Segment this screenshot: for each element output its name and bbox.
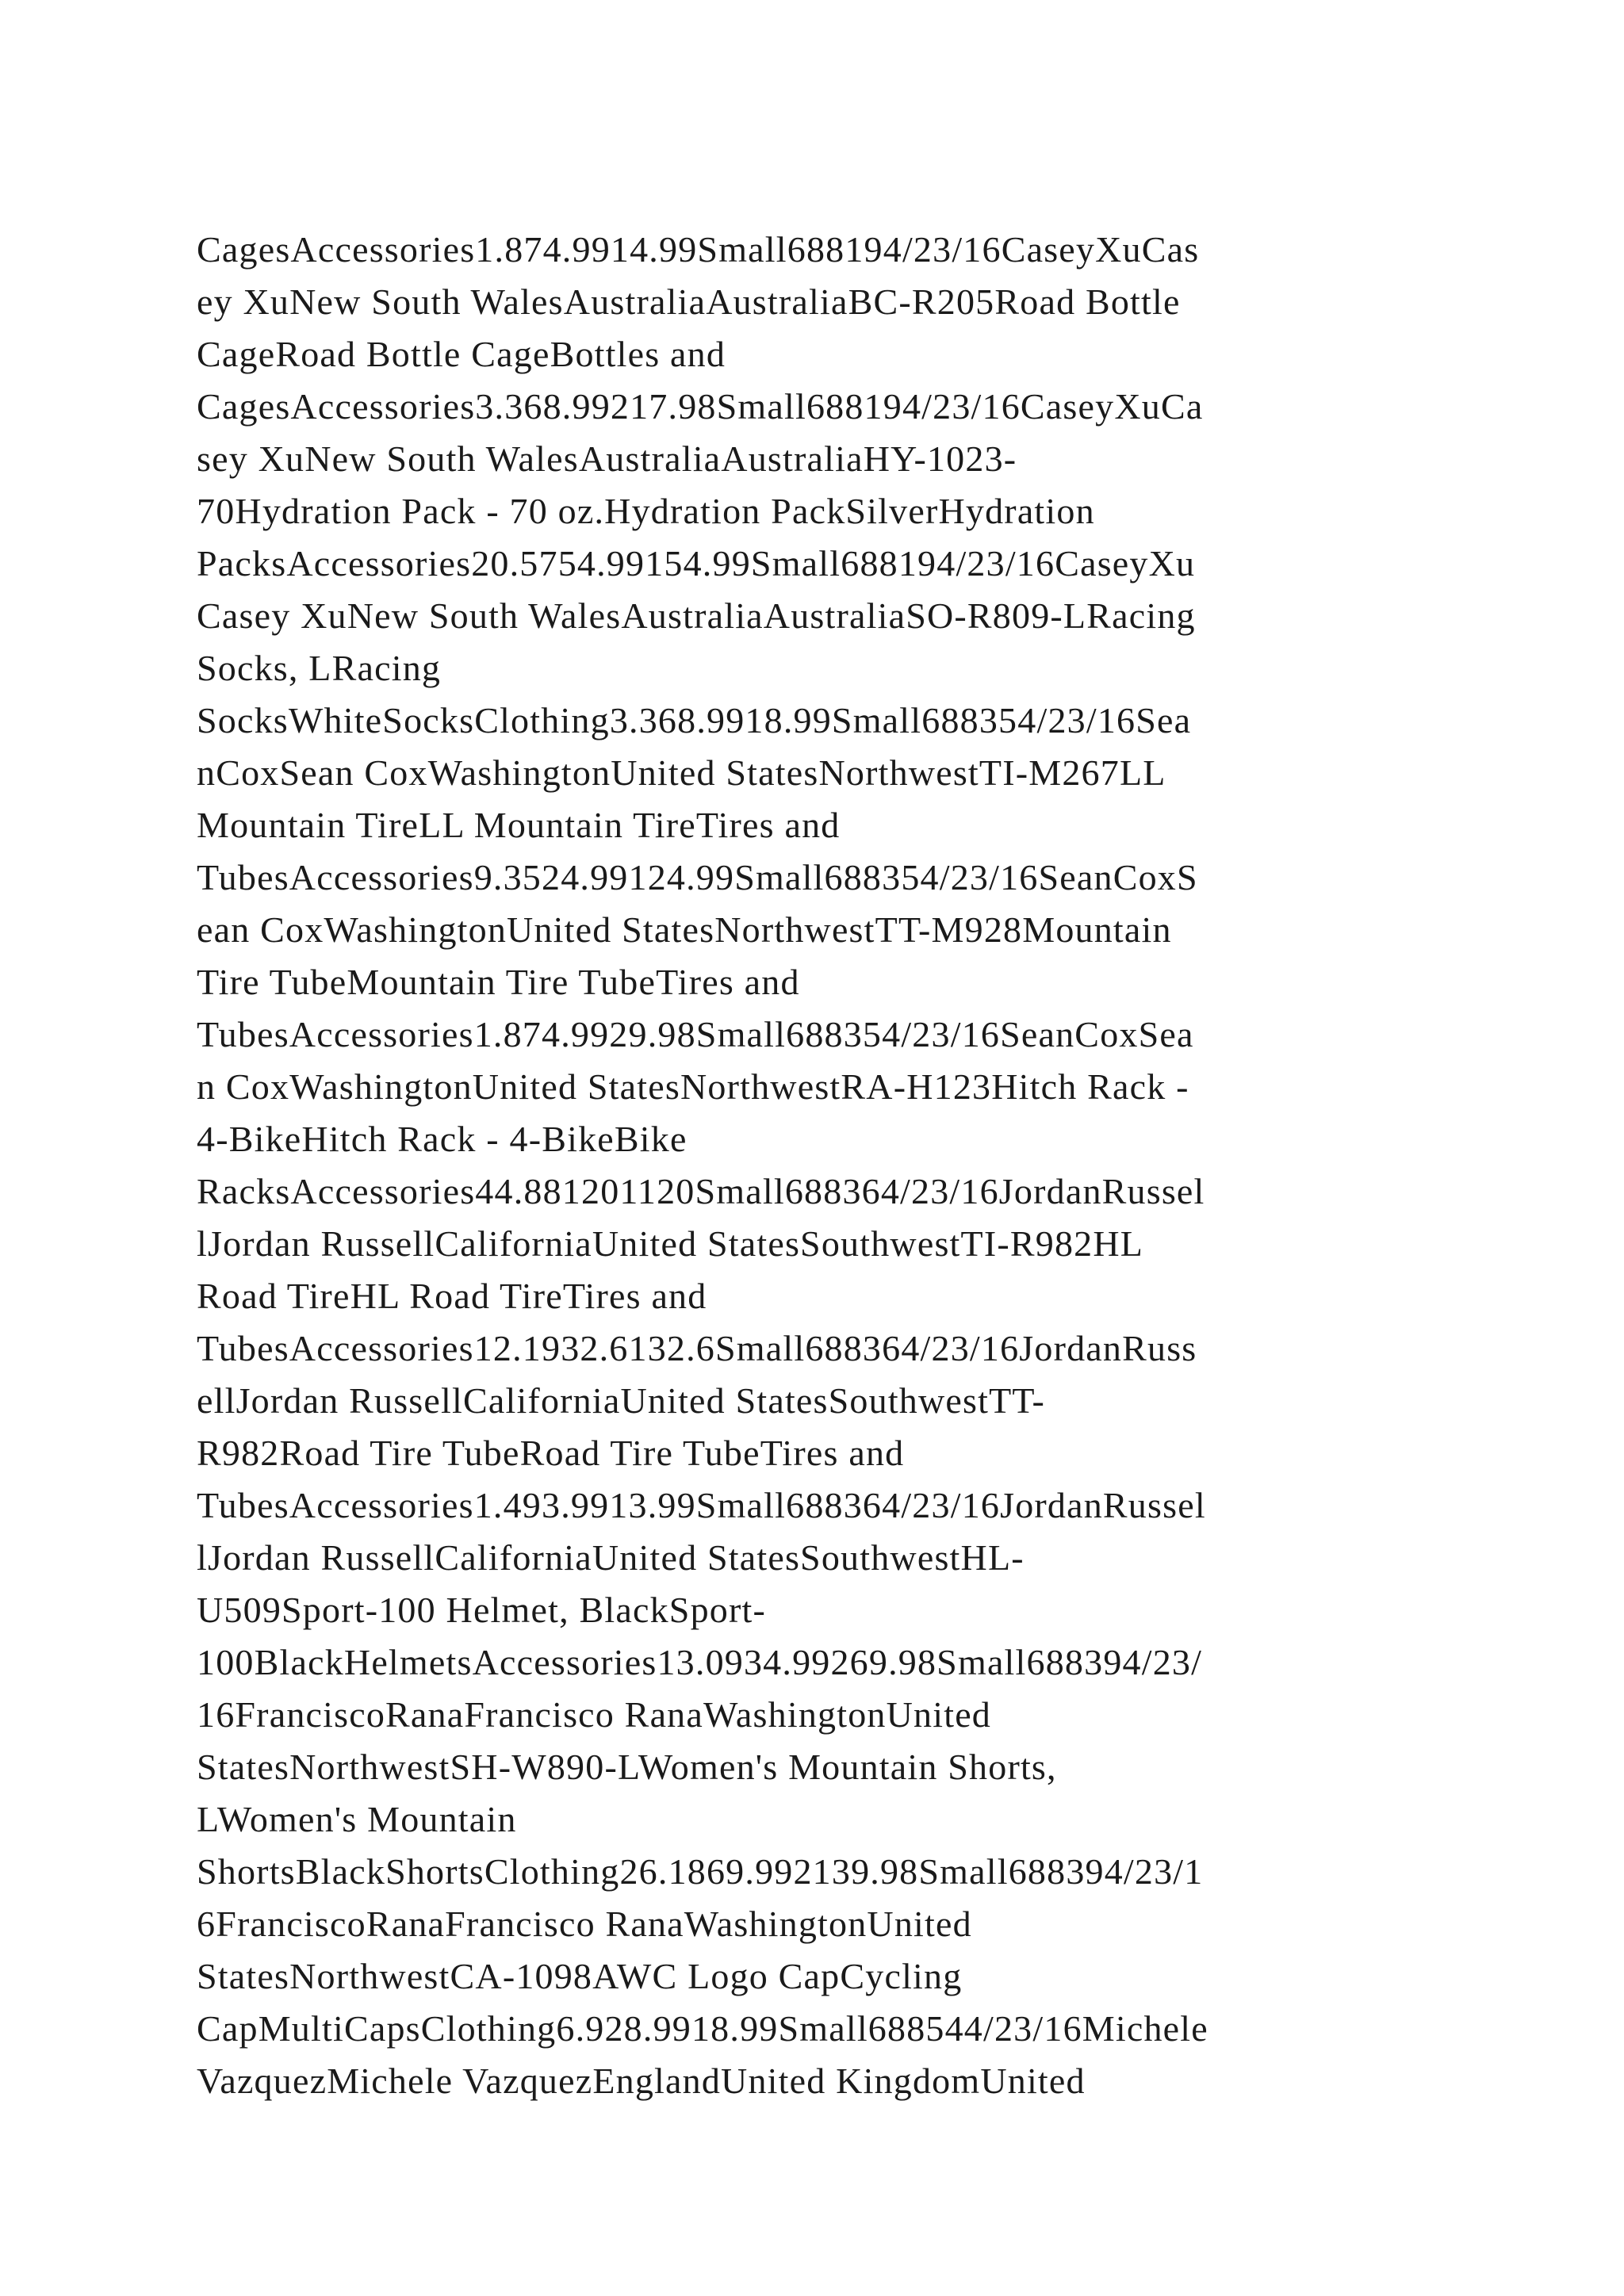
text-line: CagesAccessories3.368.99217.98Small688194/23/16CaseyXuCa <box>197 386 1204 427</box>
text-line: TubesAccessories1.493.9913.99Small688364/23/16JordanRussel <box>197 1485 1206 1525</box>
text-line: CagesAccessories1.874.9914.99Small688194/23/16CaseyXuCas <box>197 229 1200 270</box>
text-line: 16FranciscoRanaFrancisco RanaWashingtonUnited <box>197 1694 992 1735</box>
text-line: lJordan RussellCaliforniaUnited StatesSouthwestTI-R982HL <box>197 1223 1144 1264</box>
text-line: 70Hydration Pack - 70 oz.Hydration PackSilverHydration <box>197 491 1095 531</box>
text-line: Tire TubeMountain Tire TubeTires and <box>197 962 800 1002</box>
text-line: ellJordan RussellCaliforniaUnited StatesSouthwestTT- <box>197 1380 1046 1421</box>
text-line: nCoxSean CoxWashingtonUnited StatesNorthwestTI-M267LL <box>197 752 1166 793</box>
text-line: n CoxWashingtonUnited StatesNorthwestRA-H123Hitch Rack - <box>197 1066 1189 1107</box>
text-line: TubesAccessories12.1932.6132.6Small688364/23/16JordanRuss <box>197 1328 1197 1368</box>
text-line: ean CoxWashingtonUnited StatesNorthwestTT-M928Mountain <box>197 909 1172 950</box>
text-line: 4-BikeHitch Rack - 4-BikeBike <box>197 1119 688 1159</box>
text-line: StatesNorthwestCA-1098AWC Logo CapCycling <box>197 1956 963 1996</box>
text-line: ShortsBlackShortsClothing26.1869.992139.98Small688394/23/1 <box>197 1851 1204 1892</box>
text-line: RacksAccessories44.881201120Small688364/23/16JordanRussel <box>197 1171 1205 1211</box>
text-line: SocksWhiteSocksClothing3.368.9918.99Small688354/23/16Sea <box>197 700 1192 740</box>
text-line: sey XuNew South WalesAustraliaAustraliaHY-1023- <box>197 438 1017 479</box>
text-line: VazquezMichele VazquezEnglandUnited KingdomUnited <box>197 2061 1086 2101</box>
text-line: R982Road Tire TubeRoad Tire TubeTires and <box>197 1433 905 1473</box>
text-line: 6FranciscoRanaFrancisco RanaWashingtonUnited <box>197 1904 972 1944</box>
text-line: LWomen's Mountain <box>197 1799 517 1839</box>
text-line: TubesAccessories9.3524.99124.99Small688354/23/16SeanCoxS <box>197 857 1198 897</box>
text-line: CageRoad Bottle CageBottles and <box>197 334 726 374</box>
text-line: TubesAccessories1.874.9929.98Small688354/23/16SeanCoxSea <box>197 1014 1194 1054</box>
text-line: CapMultiCapsClothing6.928.9918.99Small688544/23/16Michele <box>197 2008 1208 2049</box>
text-line: Socks, LRacing <box>197 648 442 688</box>
text-line: ey XuNew South WalesAustraliaAustraliaBC-R205Road Bottle <box>197 281 1181 322</box>
text-line: Road TireHL Road TireTires and <box>197 1276 707 1316</box>
text-line: Casey XuNew South WalesAustraliaAustraliaSO-R809-LRacing <box>197 595 1196 636</box>
text-line: U509Sport-100 Helmet, BlackSport- <box>197 1590 767 1630</box>
text-line: Mountain TireLL Mountain TireTires and <box>197 805 841 845</box>
body-text <box>197 224 1450 2107</box>
text-line: PacksAccessories20.5754.99154.99Small688194/23/16CaseyXu <box>197 543 1196 584</box>
text-line: 100BlackHelmetsAccessories13.0934.99269.98Small688394/23/ <box>197 1642 1203 1682</box>
text-line: StatesNorthwestSH-W890-LWomen's Mountain Shorts, <box>197 1747 1057 1787</box>
text-line: lJordan RussellCaliforniaUnited StatesSouthwestHL- <box>197 1537 1025 1578</box>
